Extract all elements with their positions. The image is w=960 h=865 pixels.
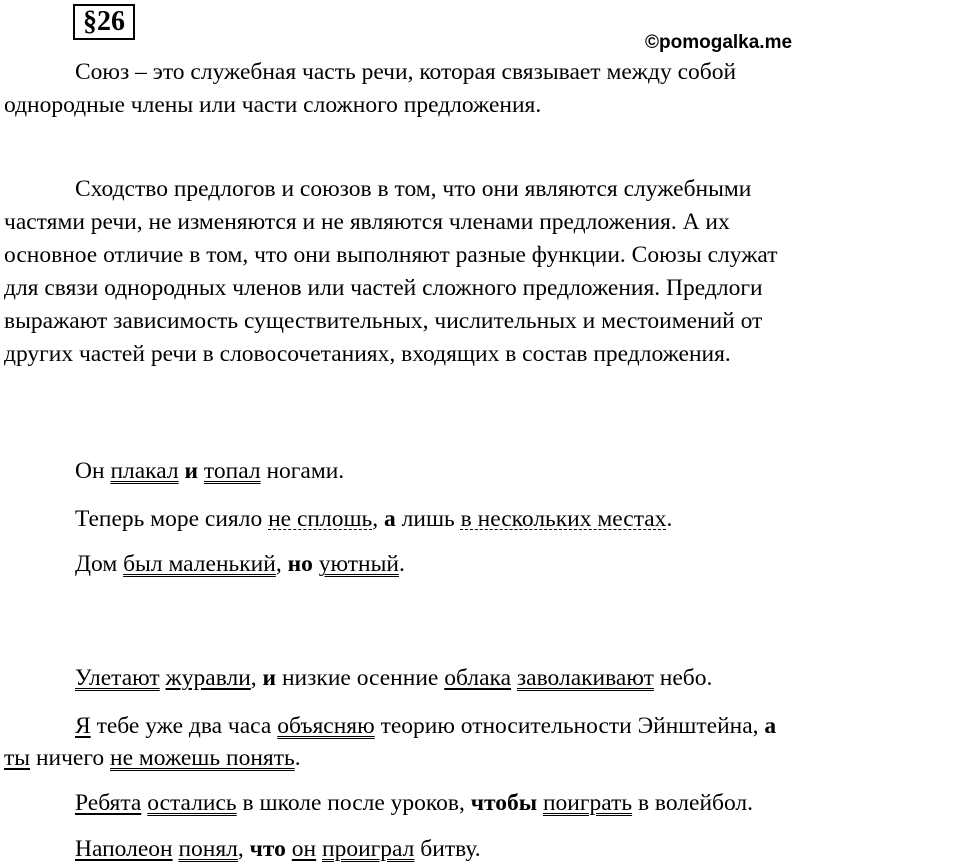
example-sentence-5-line-2 (4, 743, 301, 773)
text-run: Дом (75, 551, 124, 577)
predicate: плакал (110, 458, 179, 484)
predicate: поиграть (542, 790, 633, 816)
predicate: был маленький (123, 551, 276, 577)
paragraph-line: выражают зависимость существительных, числительных и местоимений от (4, 308, 763, 334)
subject: Наполеон (75, 836, 173, 862)
text-run: Он (75, 458, 111, 484)
conjunction: а (764, 713, 777, 739)
adverbial-modifier: в нескольких местах (460, 506, 667, 532)
section-number-badge: §26 (73, 4, 135, 40)
predicate: объясняю (277, 713, 375, 739)
adverbial-modifier: не сплошь (268, 506, 373, 532)
text-run: низкие осенние (276, 665, 445, 691)
predicate: уютный (318, 551, 399, 577)
paragraph-line: Союз – это служебная часть речи, которая связывает между собой (75, 59, 737, 85)
conjunction: чтобы (470, 790, 538, 816)
paragraph-line: основное отличие в том, что они выполняют разные функции. Союзы служат (4, 242, 778, 268)
subject: Я (75, 713, 91, 739)
text-run: теорию относительности Эйнштейна, (374, 713, 765, 739)
paragraph-line: других частей речи в словосочетаниях, входящих в состав предложения. (4, 341, 731, 367)
example-sentence-2 (75, 504, 672, 534)
conjunction: что (249, 836, 286, 862)
text-run: ногами. (260, 458, 345, 484)
text-run: Теперь море сияло (75, 506, 269, 532)
text-run: , (250, 665, 263, 691)
subject: он (291, 836, 317, 862)
example-sentence-1 (75, 456, 344, 486)
text-run: небо. (653, 665, 713, 691)
conjunction: и (262, 665, 277, 691)
paragraph-line: частями речи, не изменяются и не являются членами предложения. А их (4, 209, 730, 235)
example-sentence-3 (75, 549, 405, 579)
paragraph-line: для связи однородных членов или частей сложного предложения. Предлоги (4, 275, 763, 301)
predicate: не можешь понять (110, 745, 295, 771)
example-sentence-4 (75, 663, 712, 693)
text-run: битву. (414, 836, 481, 862)
conjunction: но (287, 551, 313, 577)
text-run: в волейбол. (632, 790, 754, 816)
text-run: . (666, 506, 673, 532)
predicate: топал (203, 458, 261, 484)
paragraph-line: однородные члены или части сложного предложения. (4, 92, 542, 118)
text-run: , (275, 551, 288, 577)
watermark: ©pomogalka.me (645, 32, 793, 53)
predicate: Улетают (75, 665, 160, 691)
text-run: лишь (395, 506, 461, 532)
definition-paragraph (4, 56, 954, 122)
subject: облака (444, 665, 512, 691)
text-run: в школе после уроков, (236, 790, 471, 816)
example-sentence-5-line-1 (75, 711, 776, 741)
example-sentence-6 (75, 788, 753, 818)
predicate: остались (147, 790, 237, 816)
predicate: проиграл (322, 836, 415, 862)
predicate: заволакивают (516, 665, 654, 691)
comparison-paragraph (4, 173, 954, 371)
example-sentence-7 (75, 834, 481, 864)
conjunction: и (184, 458, 199, 484)
text-run: ничего (30, 745, 111, 771)
predicate: понял (178, 836, 238, 862)
paragraph-line: Сходство предлогов и союзов в том, что они являются служебными (75, 176, 752, 202)
conjunction: а (384, 506, 396, 532)
text-run: . (294, 745, 301, 771)
text-run: , (372, 506, 385, 532)
subject: Ребята (75, 790, 142, 816)
subject: ты (4, 745, 31, 771)
text-run: . (398, 551, 405, 577)
subject: журавли (165, 665, 251, 691)
text-run: , (237, 836, 250, 862)
text-run: тебе уже два часа (90, 713, 278, 739)
